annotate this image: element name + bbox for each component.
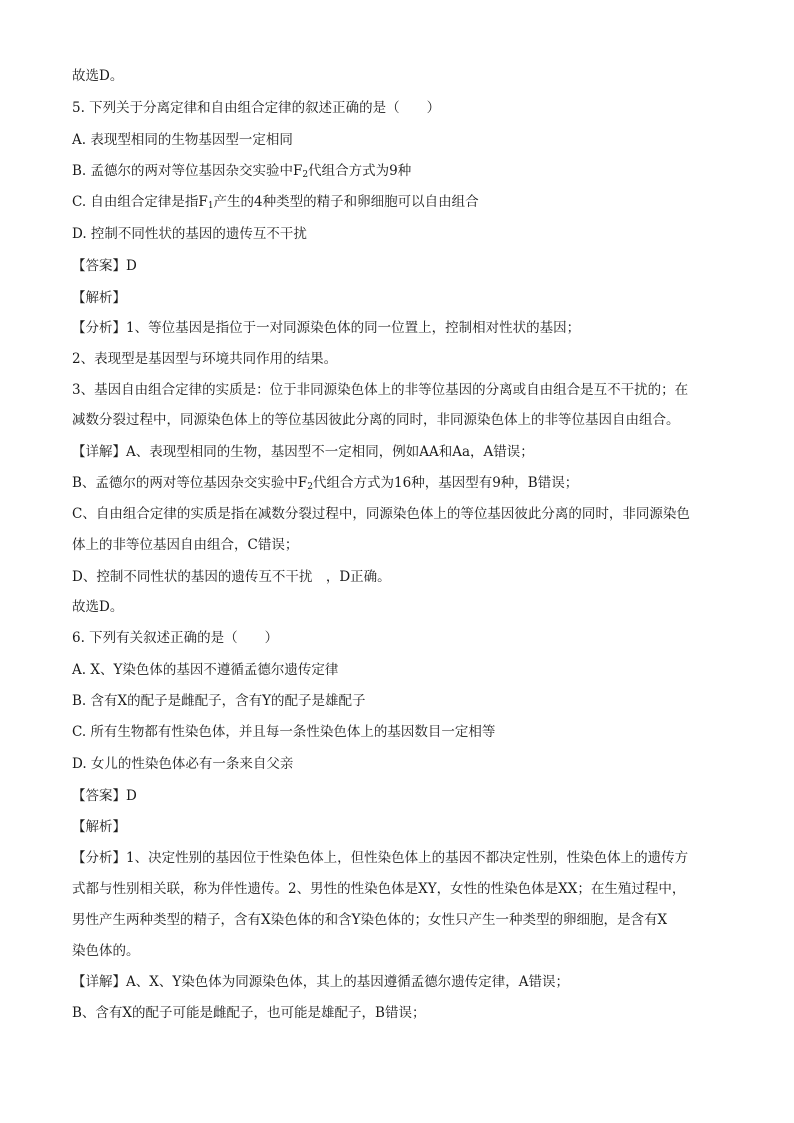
q6-option-b: B. 含有X的配子是雌配子，含有Y的配子是雄配子 bbox=[72, 693, 366, 709]
q6-option-a: A. X、Y染色体的基因不遵循孟德尔遗传定律 bbox=[72, 662, 339, 678]
q6-stem: 6. 下列有关叙述正确的是（ ） bbox=[72, 630, 279, 646]
q5-detail-c1: C、自由组合定律的实质是指在减数分裂过程中，同源染色体上的等位基因彼此分离的同时，非同源染色 bbox=[72, 506, 690, 522]
q5-detail-b-text: B、孟德尔的两对等位基因杂交实验中F bbox=[72, 475, 308, 491]
q5-option-b bbox=[72, 161, 732, 185]
q6-answer: 【答案】D bbox=[72, 788, 137, 804]
q5-option-a: A. 表现型相同的生物基因型一定相同 bbox=[72, 132, 293, 148]
q5-stem: 5. 下列关于分离定律和自由组合定律的叙述正确的是（ ） bbox=[72, 100, 441, 116]
q5-analysis-3b: 减数分裂过程中，同源染色体上的等位基因彼此分离的同时，非同源染色体上的非等位基因自由组合。 bbox=[72, 412, 680, 428]
q5-option-c bbox=[72, 192, 732, 216]
q6-detail-b: B、含有X的配子可能是雌配子，也可能是雄配子，B错误； bbox=[72, 1005, 426, 1021]
q5-analysis-2: 2、表现型是基因型与环境共同作用的结果。 bbox=[72, 351, 338, 367]
q5-option-b-sub: 2 bbox=[302, 170, 309, 180]
q5-option-d: D. 控制不同性状的基因的遗传互不干扰 bbox=[72, 226, 307, 242]
q5-option-c-text: C. 自由组合定律是指F bbox=[72, 194, 208, 210]
q5-detail-a: 【详解】A、表现型相同的生物，基因型不一定相同，例如AA和Aa，A错误； bbox=[72, 444, 534, 460]
q6-option-c: C. 所有生物都有性染色体，并且每一条性染色体上的基因数目一定相等 bbox=[72, 724, 496, 740]
q5-detail-b-text2: 代组合方式为16种，基因型有9种，B错误； bbox=[313, 475, 579, 491]
q5-analysis-3a: 3、基因自由组合定律的实质是：位于非同源染色体上的非等位基因的分离或自由组合是互不干扰的；在 bbox=[72, 382, 689, 398]
q5-detail-b bbox=[72, 473, 732, 497]
q5-detail-b-sub: 2 bbox=[307, 482, 314, 492]
q6-analysis-4: 染色体的。 bbox=[72, 943, 140, 959]
q5-jiexi: 【解析】 bbox=[72, 290, 126, 306]
q5-option-c-sub: 1 bbox=[207, 201, 214, 211]
q6-jiexi: 【解析】 bbox=[72, 819, 126, 835]
q5-conclusion: 故选D。 bbox=[72, 599, 124, 615]
q5-detail-d: D、控制不同性状的基因的遗传互不干扰 ，D正确。 bbox=[72, 569, 391, 585]
q6-option-d: D. 女儿的性染色体必有一条来自父亲 bbox=[72, 756, 294, 772]
q6-analysis-3: 男性产生两种类型的精子，含有X染色体的和含Y染色体的；女性只产生一种类型的卵细胞，是含有X bbox=[72, 912, 668, 928]
q6-analysis-1: 【分析】1、决定性别的基因位于性染色体上，但性染色体上的基因不都决定性别，性染色体上的遗传方 bbox=[72, 850, 689, 866]
q5-detail-c2: 体上的非等位基因自由组合，C错误； bbox=[72, 537, 299, 553]
conclusion-prev: 故选D。 bbox=[72, 68, 124, 84]
q6-analysis-2: 式都与性别相关联，称为伴性遗传。2、男性的性染色体是XY，女性的性染色体是XX；在生殖过程中， bbox=[72, 881, 686, 897]
q6-detail-a: 【详解】A、X、Y染色体为同源染色体，其上的基因遵循孟德尔遗传定律，A错误； bbox=[72, 974, 570, 990]
q5-option-b-text2: 代组合方式为9种 bbox=[308, 163, 412, 179]
q5-answer: 【答案】D bbox=[72, 258, 137, 274]
q5-option-c-text2: 产生的4种类型的精子和卵细胞可以自由组合 bbox=[213, 194, 479, 210]
q5-option-b-text: B. 孟德尔的两对等位基因杂交实验中F bbox=[72, 163, 303, 179]
q5-analysis-1: 【分析】1、等位基因是指位于一对同源染色体的同一位置上，控制相对性状的基因； bbox=[72, 320, 581, 336]
